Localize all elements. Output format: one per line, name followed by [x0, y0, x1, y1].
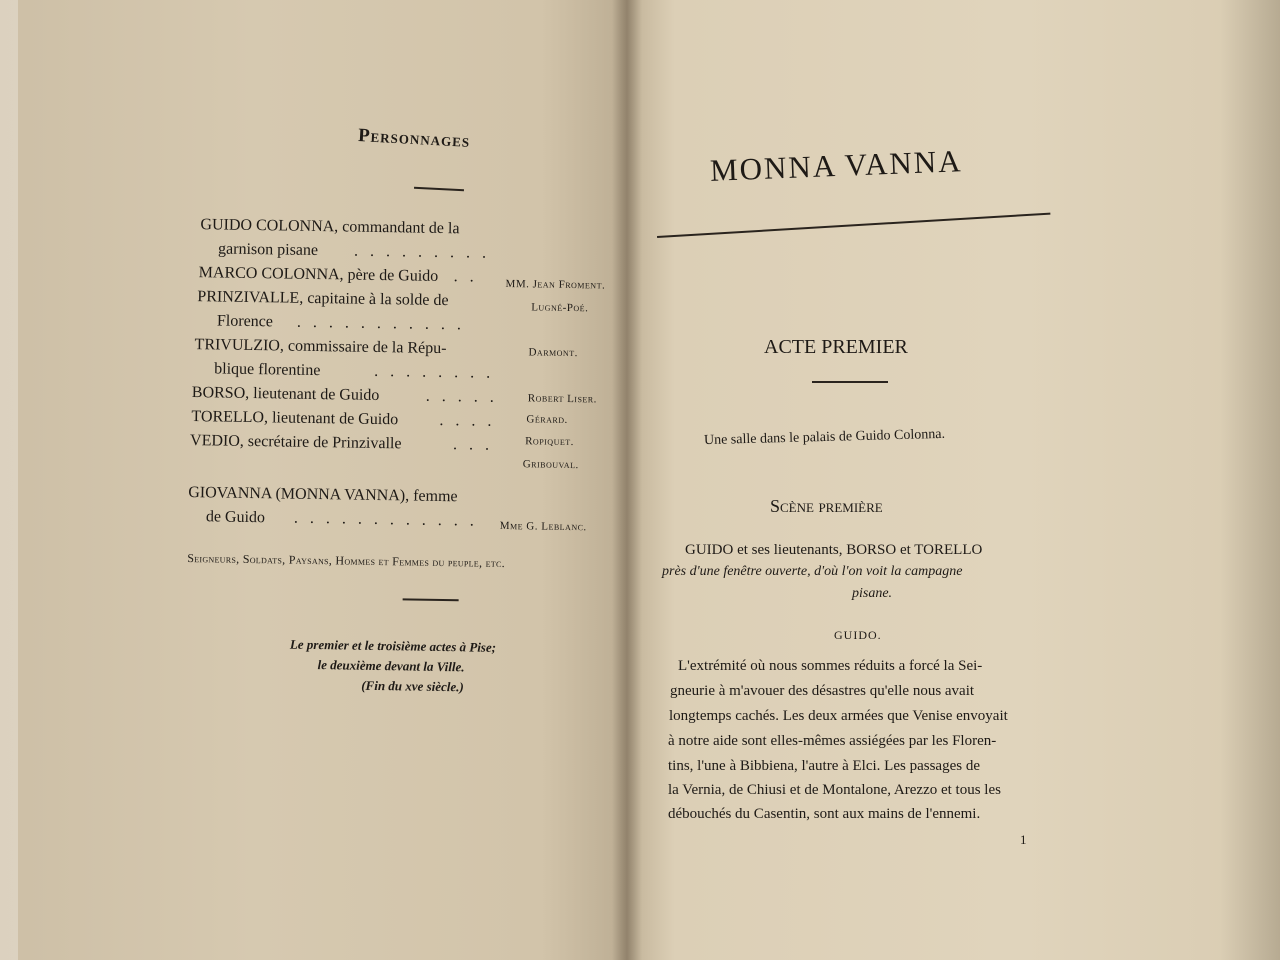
right-page-shadow — [1220, 0, 1280, 960]
left-page-edge — [0, 0, 18, 960]
leader-dots: . . . . . . . . . . . . — [293, 509, 479, 530]
actor-name: Darmont. — [528, 346, 578, 360]
place-line: Une salle dans le palais de Guido Colonna. — [703, 426, 946, 449]
extras-line: Seigneurs, Soldats, Paysans, Hommes et Femmes du peuple, etc. — [187, 551, 506, 571]
character-line: GIOVANNA (MONNA VANNA), femme — [188, 484, 458, 506]
character-line: Florence — [216, 312, 274, 331]
personnages-heading: Personnages — [357, 125, 471, 152]
left-page — [0, 0, 636, 960]
character-line: BORSO, lieutenant de Guido — [191, 384, 380, 405]
character-line: TORELLO, lieutenant de Guido — [191, 408, 399, 429]
paragraph-line: à notre aide sont elles-mêmes assiégées par les Floren- — [668, 733, 997, 749]
speaker-name: GUIDO. — [834, 628, 882, 642]
actor-name: Gribouval. — [522, 458, 579, 472]
character-line: GUIDO COLONNA, commandant de la — [200, 216, 460, 238]
leader-dots: . . . . — [439, 411, 496, 430]
character-line: TRIVULZIO, commissaire de la Répu- — [194, 336, 447, 358]
actor-name: MM. Jean Froment. — [505, 277, 606, 292]
cast-line: près d'une fenêtre ouverte, d'où l'on voit la campagne — [662, 564, 963, 579]
cast-line: pisane. — [852, 586, 893, 601]
act-heading: ACTE PREMIER — [764, 336, 908, 358]
paragraph-line: longtemps cachés. Les deux armées que Venise envoyait — [669, 708, 1008, 724]
paragraph-line: la Vernia, de Chiusi et de Montalone, Arezzo et tous les — [668, 782, 1001, 798]
character-line: MARCO COLONNA, père de Guido — [198, 264, 439, 285]
leader-dots: . . . . . . . . — [374, 362, 495, 382]
character-line: garnison pisane — [217, 240, 319, 260]
cast-line: GUIDO et ses lieutenants, BORSO et TORELLO — [685, 542, 983, 558]
character-line: de Guido — [205, 508, 266, 527]
play-title: MONNA VANNA — [709, 143, 964, 188]
leader-dots: . . — [453, 268, 478, 286]
scene-heading: Scène première — [770, 496, 883, 516]
character-line: PRINZIVALLE, capitaine à la solde de — [197, 288, 449, 310]
actor-name: Mme G. Leblanc. — [499, 519, 587, 534]
actor-name: Ropiquet. — [525, 435, 575, 449]
setting-note: le deuxième devant la Ville. — [317, 657, 465, 675]
setting-note: (Fin du xve siècle.) — [361, 677, 464, 695]
leader-dots: . . . — [452, 436, 494, 454]
leader-dots: . . . . . . . . . . . — [296, 313, 466, 334]
actor-name: Robert Liser. — [527, 392, 598, 406]
actor-name: Gérard. — [526, 413, 568, 426]
paragraph-line: gneurie à m'avouer des désastres qu'elle nous avait — [670, 683, 975, 699]
setting-note: Le premier et le troisième actes à Pise; — [289, 636, 497, 655]
page-number: 1 — [1020, 832, 1027, 847]
leader-dots: . . . . . . . . . — [353, 242, 491, 262]
paragraph-line: tins, l'une à Bibbiena, l'autre à Elci. Les passages de — [668, 758, 980, 774]
actor-name: Lugné-Poé. — [531, 301, 589, 315]
book-gutter — [612, 0, 642, 960]
paragraph-line: débouchés du Casentin, sont aux mains de l'ennemi. — [668, 806, 981, 822]
leader-dots: . . . . . — [425, 387, 498, 406]
paragraph-line: L'extrémité où nous sommes réduits a forcé la Sei- — [678, 658, 983, 674]
character-line: VEDIO, secrétaire de Prinzivalle — [189, 432, 402, 453]
character-line: blique florentine — [214, 360, 321, 380]
act-rule — [812, 381, 888, 383]
